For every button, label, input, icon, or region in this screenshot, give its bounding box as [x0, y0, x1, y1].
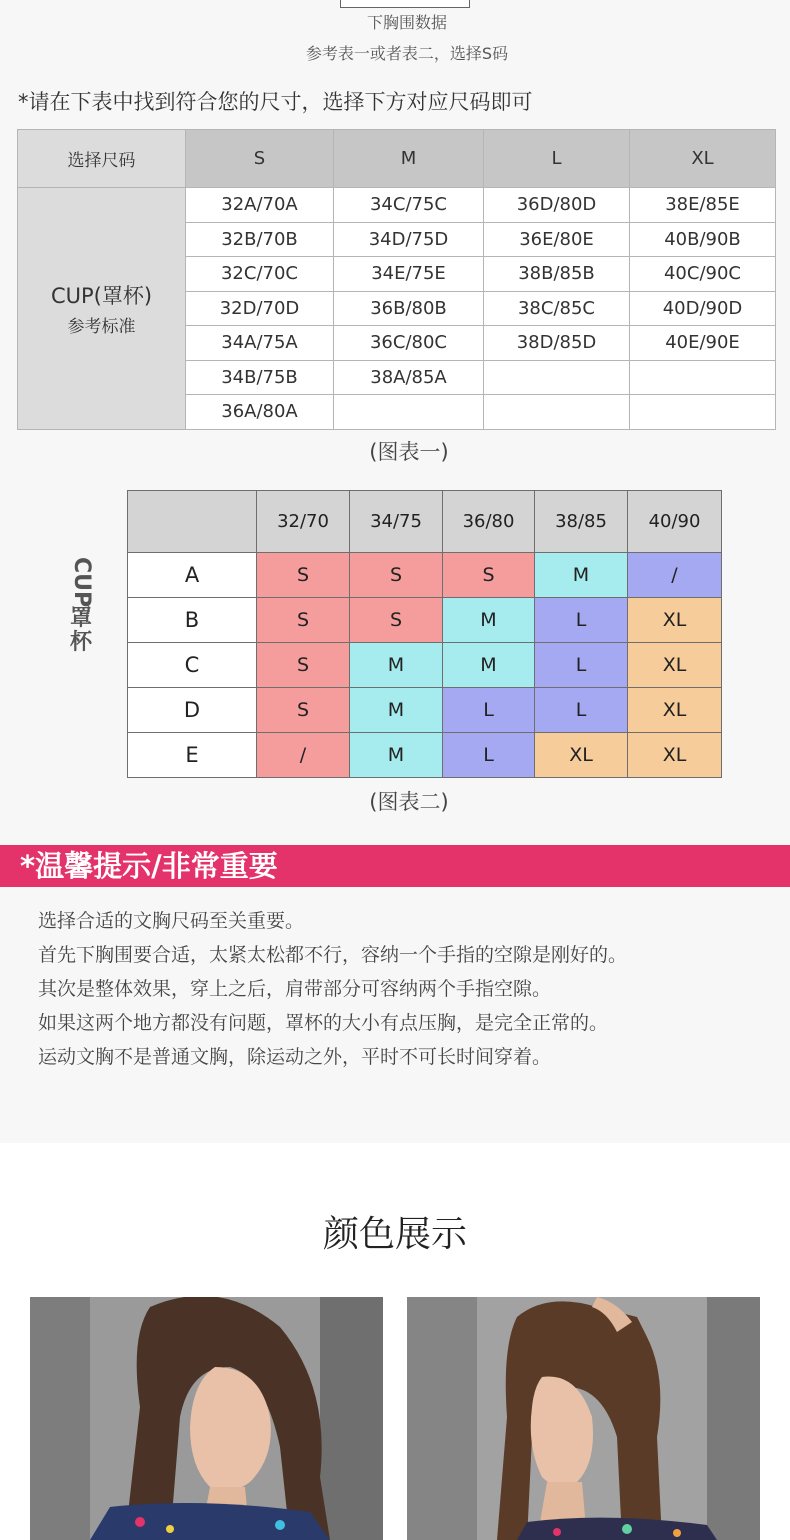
cup-axis-label — [66, 557, 96, 655]
size-result-cell: / — [628, 553, 722, 598]
cup-row-label: A — [128, 553, 257, 598]
size-cell: 34E/75E — [334, 257, 484, 292]
size-header: XL — [630, 130, 776, 188]
size-table-2-header-row — [128, 491, 722, 553]
notice-lines — [38, 904, 778, 1074]
size-cell: 38B/85B — [484, 257, 630, 292]
size-result-cell: L — [535, 643, 628, 688]
size-result-cell: S — [443, 553, 535, 598]
size-result-cell: M — [350, 643, 443, 688]
notice-banner: *温馨提示/非常重要 — [0, 845, 790, 887]
notice-line: 如果这两个地方都没有问题，罩杯的大小有点压胸，是完全正常的。 — [38, 1012, 609, 1034]
band-header: 38/85 — [535, 491, 628, 553]
size-cell: 36C/80C — [334, 326, 484, 361]
size-result-cell: XL — [628, 688, 722, 733]
size-cell — [630, 360, 776, 395]
band-header: 40/90 — [628, 491, 722, 553]
size-result-cell: L — [443, 688, 535, 733]
size-result-cell: S — [257, 643, 350, 688]
model-photo-2 — [407, 1297, 760, 1540]
cup-row-label: D — [128, 688, 257, 733]
cup-row-a — [128, 553, 722, 598]
size-cell: 38E/85E — [630, 188, 776, 223]
size-result-cell: L — [535, 598, 628, 643]
size-result-cell: XL — [628, 598, 722, 643]
cup-row-label: E — [128, 733, 257, 778]
size-cell: 32C/70C — [186, 257, 334, 292]
cup-row-c — [128, 643, 722, 688]
size-result-cell: XL — [535, 733, 628, 778]
size-result-cell: XL — [628, 643, 722, 688]
instruction-text: *请在下表中找到符合您的尺寸，选择下方对应尺码即可 — [18, 90, 533, 114]
size-cell: 32B/70B — [186, 222, 334, 257]
size-cell: 34C/75C — [334, 188, 484, 223]
size-cell — [630, 395, 776, 430]
size-cell: 34B/75B — [186, 360, 334, 395]
size-cell: 36D/80D — [484, 188, 630, 223]
size-cell: 32A/70A — [186, 188, 334, 223]
size-cell: 40E/90E — [630, 326, 776, 361]
reference-caption: 参考表一或者表二，选择S码 — [305, 44, 509, 63]
band-header: 32/70 — [257, 491, 350, 553]
notice-line: 首先下胸围要合适，太紧太松都不行，容纳一个手指的空隙是刚好的。 — [38, 944, 628, 966]
table-2-caption: (图表二) — [369, 790, 449, 814]
size-cell: 40C/90C — [630, 257, 776, 292]
size-result-cell: M — [535, 553, 628, 598]
cup-axis-latin: CUP — [69, 557, 94, 608]
cup-row-b — [128, 598, 722, 643]
size-cell: 36B/80B — [334, 291, 484, 326]
size-result-cell: S — [350, 598, 443, 643]
cup-row-d — [128, 688, 722, 733]
size-cell: 38A/85A — [334, 360, 484, 395]
size-result-cell: S — [350, 553, 443, 598]
size-cell — [484, 395, 630, 430]
model-photo-1 — [30, 1297, 383, 1540]
size-cell: 36E/80E — [484, 222, 630, 257]
notice-line: 选择合适的文胸尺码至关重要。 — [38, 910, 305, 932]
size-result-cell: / — [257, 733, 350, 778]
cup-label: CUP(罩杯) — [50, 283, 153, 308]
notice-line: 运动文胸不是普通文胸，除运动之外，平时不可长时间穿着。 — [38, 1046, 552, 1068]
notice-line: 其次是整体效果，穿上之后，肩带部分可容纳两个手指空隙。 — [38, 978, 552, 1000]
corner-cell — [128, 491, 257, 553]
size-cell: 40D/90D — [630, 291, 776, 326]
size-cell: 36A/80A — [186, 395, 334, 430]
size-table-1-row — [18, 188, 776, 223]
caption-box — [340, 0, 470, 8]
band-header: 36/80 — [443, 491, 535, 553]
size-result-cell: S — [257, 553, 350, 598]
size-result-cell: S — [257, 688, 350, 733]
size-table-2 — [127, 490, 722, 778]
size-header: L — [484, 130, 630, 188]
cup-row-label: B — [128, 598, 257, 643]
size-table-1 — [17, 129, 776, 430]
cup-reference-cell — [18, 188, 186, 430]
size-result-cell: S — [257, 598, 350, 643]
size-result-cell: M — [350, 733, 443, 778]
table-1-caption: (图表一) — [369, 440, 449, 464]
color-section-title: 颜色展示 — [322, 1214, 467, 1255]
select-size-label: 选择尺码 — [18, 130, 186, 188]
size-header: S — [186, 130, 334, 188]
size-cell: 34D/75D — [334, 222, 484, 257]
size-cell — [334, 395, 484, 430]
size-cell: 38C/85C — [484, 291, 630, 326]
cup-sublabel: 参考标准 — [67, 316, 136, 337]
size-result-cell: M — [350, 688, 443, 733]
cup-row-label: C — [128, 643, 257, 688]
size-result-cell: L — [443, 733, 535, 778]
cup-row-e — [128, 733, 722, 778]
size-result-cell: XL — [628, 733, 722, 778]
size-result-cell: M — [443, 643, 535, 688]
size-result-cell: L — [535, 688, 628, 733]
underbust-caption: 下胸围数据 — [366, 13, 447, 32]
size-cell: 38D/85D — [484, 326, 630, 361]
size-cell — [484, 360, 630, 395]
size-cell: 34A/75A — [186, 326, 334, 361]
size-header: M — [334, 130, 484, 188]
size-cell: 40B/90B — [630, 222, 776, 257]
size-cell: 32D/70D — [186, 291, 334, 326]
cup-axis-cjk: 罩杯 — [69, 606, 92, 656]
size-result-cell: M — [443, 598, 535, 643]
band-header: 34/75 — [350, 491, 443, 553]
size-table-1-header-row — [18, 130, 776, 188]
